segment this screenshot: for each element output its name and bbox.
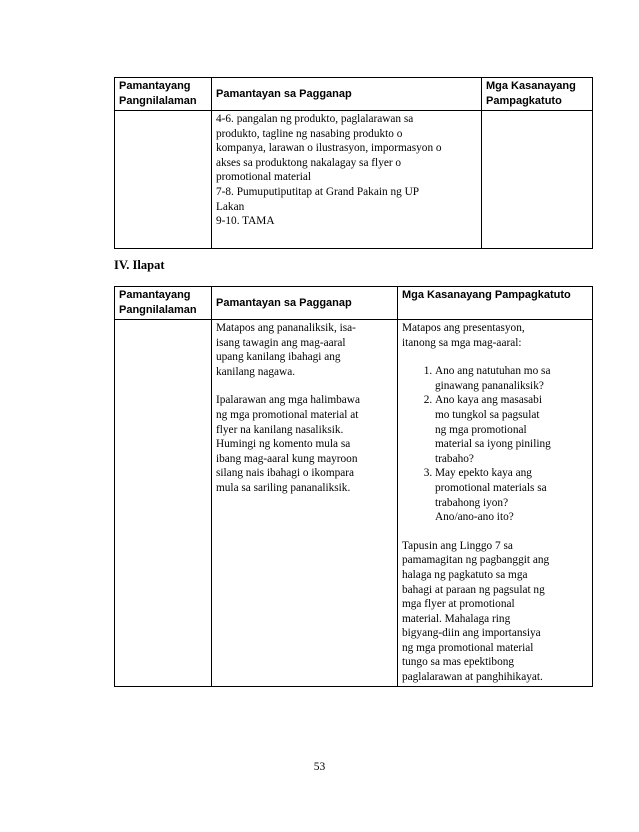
header-mga-kasanayang-pampagkatuto: Mga Kasanayang Pampagkatuto [398, 287, 593, 320]
text-line: trabahong iyon? [435, 496, 509, 509]
text-line: akses sa produktong nakalagay sa flyer o [216, 156, 402, 169]
text-line: upang kanilang ibahagi ang [216, 351, 341, 364]
text-line: 3. May epekto kaya ang [435, 467, 532, 480]
text-line: Ipalarawan ang mga halimbawa [216, 394, 360, 407]
text-line: paglalarawan at panghihikayat. [402, 671, 543, 684]
table-header-row [115, 287, 593, 320]
text-line: mga flyer at promotional [402, 598, 515, 611]
text-line: Ano/ano-ano ito? [435, 511, 514, 524]
text-line: flyer na kanilang nasaliksik. [216, 423, 344, 436]
text-line: Tapusin ang Linggo 7 sa [402, 539, 513, 552]
text-line: kanilang nagawa. [216, 365, 296, 378]
text-line: bigyang-diin ang importansiya [402, 627, 541, 640]
header-pamantayan-sa-pagganap: Pamantayan sa Pagganap [212, 287, 398, 320]
table-pagganap-continued [114, 77, 593, 249]
text-line: ng mga promotional [435, 423, 527, 436]
header-pamantayang-pangnilalaman: Pamantayang Pangnilalaman [115, 287, 212, 320]
text-line: promotional materials sa [435, 481, 547, 494]
text-line: isang tawagin ang mag-aaral [216, 336, 346, 349]
cell-answer-key [212, 111, 482, 249]
text-line: trabaho? [435, 452, 474, 465]
text-line: tungo sa mas epektibong [402, 656, 515, 669]
text-line: Lakan [216, 200, 245, 213]
cell-empty [482, 111, 593, 249]
text-line: 2. Ano kaya ang masasabi [435, 394, 542, 407]
table-header-row [115, 78, 593, 111]
header-mga-kasanayang-pampagkatuto: Mga Kasanayang Pampagkatuto [482, 78, 593, 111]
text-line: kompanya, larawan o ilustrasyon, impormasyon o [216, 142, 442, 155]
text-line: ng mga promotional material at [216, 408, 359, 421]
page-number: 53 [313, 761, 326, 773]
text-line: pamamagitan ng pagbanggit ang [402, 554, 550, 567]
header-pamantayang-pangnilalaman: Pamantayang Pangnilalaman [115, 78, 212, 111]
text-line: 9-10. TAMA [216, 215, 275, 228]
text-line: Matapos ang pananaliksik, isa- [216, 322, 356, 334]
text-line: material sa iyong piniling [435, 438, 551, 451]
cell-kasanayan [398, 320, 593, 687]
table-row [115, 320, 593, 687]
list-item [435, 364, 588, 393]
text-line: produkto, tagline ng nasabing produkto o [216, 127, 403, 140]
text-line: silang nais ibahagi o ikompara [216, 467, 355, 480]
text-line: Matapos ang presentasyon, [402, 322, 525, 334]
text-line: material. Mahalaga ring [402, 612, 511, 625]
section-title: IV. Ilapat [114, 258, 165, 272]
cell-empty [115, 111, 212, 249]
table-row [115, 111, 593, 249]
text-line: mo tungkol sa pagsulat [435, 408, 540, 421]
list-item [435, 393, 588, 466]
text-line: itanong sa mga mag-aaral: [402, 336, 522, 349]
text-line: ng mga promotional material [402, 641, 534, 654]
text-line: mula sa sariling pananaliksik. [216, 481, 351, 494]
question-list [402, 364, 588, 525]
list-item [435, 466, 588, 524]
cell-empty [115, 320, 212, 687]
text-line: bahagi at paraan ng pagsulat ng [402, 583, 545, 596]
text-line: Humingi ng komento mula sa [216, 438, 351, 451]
text-line: 4-6. pangalan ng produkto, paglalarawan sa [216, 113, 414, 125]
text-line: ginawang pananaliksik? [435, 379, 544, 392]
text-line: ibang mag-aaral kung mayroon [216, 452, 358, 465]
text-line: 1. Ano ang natutuhan mo sa [435, 365, 551, 378]
table-ilapat [114, 286, 593, 687]
cell-pagganap [212, 320, 398, 687]
text-line: 7-8. Pumuputiputitap at Grand Pakain ng UP [216, 185, 420, 198]
header-pamantayan-sa-pagganap: Pamantayan sa Pagganap [212, 78, 482, 111]
text-line: halaga ng pagkatuto sa mga [402, 568, 528, 581]
text-line: promotional material [216, 171, 312, 184]
